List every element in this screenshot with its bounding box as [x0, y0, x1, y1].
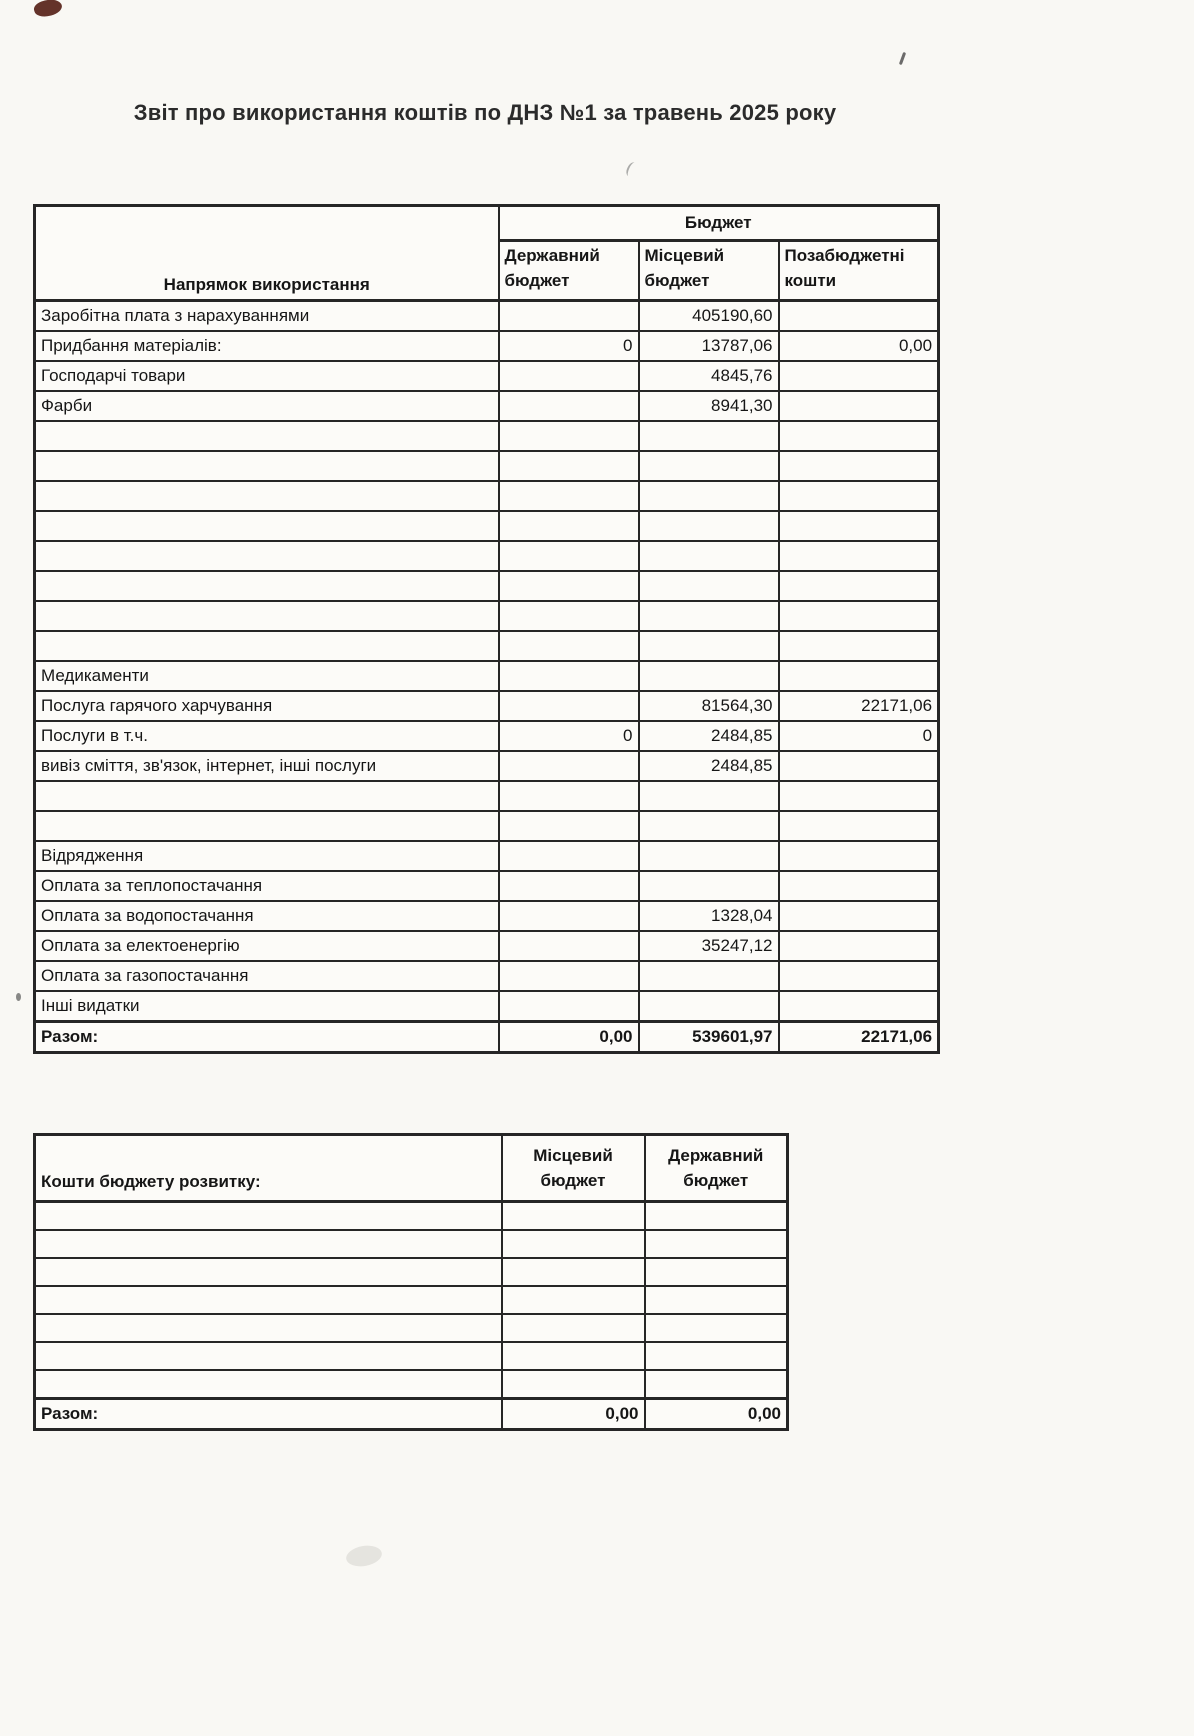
row-label: Медикаменти	[35, 661, 499, 691]
state-budget-value	[499, 571, 639, 601]
row-label: Оплата за водопостачання	[35, 901, 499, 931]
state-budget-value	[499, 601, 639, 631]
state-budget-value	[499, 751, 639, 781]
local-budget-column-header: Місцевий бюджет	[639, 241, 779, 301]
local-budget-column-header: Місцевий бюджет	[502, 1135, 645, 1202]
row-label: Разом:	[35, 1399, 502, 1430]
scan-artifact-tick	[899, 52, 906, 65]
row-label: Придбання матеріалів:	[35, 331, 499, 361]
table-row	[35, 451, 939, 481]
state-budget-value	[499, 781, 639, 811]
local-budget-value	[639, 661, 779, 691]
table-row	[35, 421, 939, 451]
local-budget-value	[639, 811, 779, 841]
local-budget-value: 0,00	[502, 1399, 645, 1430]
row-label: Інші видатки	[35, 991, 499, 1022]
extra-budget-value	[779, 781, 939, 811]
row-label: Разом:	[35, 1022, 499, 1053]
development-funds-header-cell: Кошти бюджету розвитку:	[35, 1135, 502, 1202]
row-label	[35, 1230, 502, 1258]
row-label	[35, 541, 499, 571]
extra-budget-value	[779, 991, 939, 1022]
extra-budget-value	[779, 601, 939, 631]
row-label: Відрядження	[35, 841, 499, 871]
local-budget-value	[639, 511, 779, 541]
local-budget-value: 35247,12	[639, 931, 779, 961]
table-row	[35, 1342, 788, 1370]
row-label	[35, 601, 499, 631]
extra-budget-value	[779, 481, 939, 511]
row-label	[35, 481, 499, 511]
local-budget-value	[639, 871, 779, 901]
row-label: Заробітна плата з нарахуваннями	[35, 301, 499, 332]
row-label: вивіз сміття, зв'язок, інтернет, інші послуги	[35, 751, 499, 781]
local-budget-value	[639, 541, 779, 571]
extra-budget-value: 0,00	[779, 331, 939, 361]
row-label	[35, 1370, 502, 1399]
extra-budget-value	[779, 421, 939, 451]
local-budget-value	[639, 451, 779, 481]
state-budget-value	[499, 511, 639, 541]
extra-budget-value	[779, 631, 939, 661]
table-row	[35, 1399, 788, 1430]
table-row	[35, 391, 939, 421]
row-label	[35, 451, 499, 481]
extra-budget-value	[779, 901, 939, 931]
state-budget-value	[499, 631, 639, 661]
row-label: Послуги в т.ч.	[35, 721, 499, 751]
table-row	[35, 1370, 788, 1399]
row-label	[35, 781, 499, 811]
scan-artifact-corner-mark	[32, 0, 63, 19]
table-row	[35, 541, 939, 571]
state-budget-value	[499, 301, 639, 332]
row-label	[35, 631, 499, 661]
state-budget-value	[499, 811, 639, 841]
state-budget-value	[645, 1230, 788, 1258]
local-budget-value	[502, 1202, 645, 1231]
local-budget-value: 4845,76	[639, 361, 779, 391]
state-budget-value	[499, 901, 639, 931]
extra-budget-value	[779, 451, 939, 481]
state-budget-value	[499, 931, 639, 961]
row-label: Послуга гарячого харчування	[35, 691, 499, 721]
state-budget-value	[499, 391, 639, 421]
state-budget-value	[499, 961, 639, 991]
table-row	[35, 1286, 788, 1314]
extra-budget-value	[779, 511, 939, 541]
table-row	[35, 661, 939, 691]
row-label: Фарби	[35, 391, 499, 421]
local-budget-value	[502, 1286, 645, 1314]
table-row	[35, 601, 939, 631]
table-row	[35, 571, 939, 601]
state-budget-value	[645, 1342, 788, 1370]
row-label: Оплата за газопостачання	[35, 961, 499, 991]
row-label	[35, 571, 499, 601]
state-budget-value: 0,00	[499, 1022, 639, 1053]
extra-budget-value	[779, 871, 939, 901]
state-budget-column-header: Державний бюджет	[645, 1135, 788, 1202]
extra-budget-value: 0	[779, 721, 939, 751]
row-label	[35, 1314, 502, 1342]
dev-table-body	[35, 1202, 788, 1430]
extra-budget-value	[779, 751, 939, 781]
state-budget-value	[499, 691, 639, 721]
table-row	[35, 901, 939, 931]
local-budget-value	[639, 421, 779, 451]
main-table-body	[35, 301, 939, 1053]
state-budget-value	[499, 661, 639, 691]
extra-budget-value	[779, 541, 939, 571]
state-budget-value	[499, 541, 639, 571]
table-row	[35, 481, 939, 511]
row-label	[35, 421, 499, 451]
table-row	[35, 511, 939, 541]
state-budget-value	[645, 1202, 788, 1231]
page-title: Звіт про використання коштів по ДНЗ №1 за травень 2025 року	[133, 100, 837, 125]
extra-budget-value: 22171,06	[779, 1022, 939, 1053]
local-budget-value	[639, 961, 779, 991]
local-budget-value: 81564,30	[639, 691, 779, 721]
row-label	[35, 1258, 502, 1286]
table-row	[35, 1230, 788, 1258]
extra-budget-value	[779, 931, 939, 961]
state-budget-value	[499, 991, 639, 1022]
row-label	[35, 1202, 502, 1231]
row-label	[35, 811, 499, 841]
extra-budget-value	[779, 661, 939, 691]
row-label: Господарчі товари	[35, 361, 499, 391]
state-budget-value	[645, 1370, 788, 1399]
state-budget-value	[499, 481, 639, 511]
table-row	[35, 1202, 788, 1231]
table-row	[35, 961, 939, 991]
scan-artifact-dot	[16, 993, 21, 1001]
state-budget-value	[645, 1286, 788, 1314]
local-budget-value: 2484,85	[639, 751, 779, 781]
row-label	[35, 1286, 502, 1314]
local-budget-value	[502, 1258, 645, 1286]
table-row	[35, 301, 939, 332]
budget-header-cell: Бюджет	[499, 206, 939, 241]
table-row	[35, 721, 939, 751]
row-label	[35, 511, 499, 541]
extra-budget-value	[779, 961, 939, 991]
row-label: Оплата за електоенергію	[35, 931, 499, 961]
table-row	[35, 871, 939, 901]
table-row	[35, 361, 939, 391]
main-budget-table	[33, 204, 940, 1054]
scan-artifact-smudge	[345, 1543, 384, 1569]
state-budget-value	[645, 1258, 788, 1286]
local-budget-value	[639, 781, 779, 811]
extra-budget-column-header: Позабюджетні кошти	[779, 241, 939, 301]
extra-budget-value	[779, 301, 939, 332]
local-budget-value	[639, 841, 779, 871]
state-budget-value	[499, 451, 639, 481]
local-budget-value	[502, 1342, 645, 1370]
local-budget-value	[502, 1230, 645, 1258]
local-budget-value: 8941,30	[639, 391, 779, 421]
development-budget-table	[33, 1133, 789, 1431]
table-row	[35, 691, 939, 721]
state-budget-column-header: Державний бюджет	[499, 241, 639, 301]
scan-artifact-squiggle	[624, 161, 638, 178]
local-budget-value: 13787,06	[639, 331, 779, 361]
direction-header-cell: Напрямок використання	[35, 206, 499, 301]
local-budget-value	[639, 571, 779, 601]
table-row	[35, 1258, 788, 1286]
state-budget-value: 0	[499, 331, 639, 361]
table-row	[35, 841, 939, 871]
table-row	[35, 781, 939, 811]
table-row	[35, 931, 939, 961]
table-row	[35, 751, 939, 781]
local-budget-value: 539601,97	[639, 1022, 779, 1053]
state-budget-value	[499, 841, 639, 871]
extra-budget-value: 22171,06	[779, 691, 939, 721]
extra-budget-value	[779, 841, 939, 871]
extra-budget-value	[779, 571, 939, 601]
state-budget-value: 0,00	[645, 1399, 788, 1430]
local-budget-value: 2484,85	[639, 721, 779, 751]
state-budget-value	[499, 871, 639, 901]
table-row	[35, 1022, 939, 1053]
row-label: Оплата за теплопостачання	[35, 871, 499, 901]
local-budget-value	[502, 1314, 645, 1342]
local-budget-value	[639, 601, 779, 631]
table-row	[35, 631, 939, 661]
local-budget-value	[639, 631, 779, 661]
local-budget-value: 405190,60	[639, 301, 779, 332]
extra-budget-value	[779, 391, 939, 421]
state-budget-value	[499, 421, 639, 451]
extra-budget-value	[779, 361, 939, 391]
local-budget-value	[639, 481, 779, 511]
state-budget-value	[645, 1314, 788, 1342]
table-row	[35, 991, 939, 1022]
state-budget-value: 0	[499, 721, 639, 751]
row-label	[35, 1342, 502, 1370]
local-budget-value: 1328,04	[639, 901, 779, 931]
table-row	[35, 1314, 788, 1342]
local-budget-value	[502, 1370, 645, 1399]
state-budget-value	[499, 361, 639, 391]
table-row	[35, 811, 939, 841]
table-row	[35, 331, 939, 361]
extra-budget-value	[779, 811, 939, 841]
local-budget-value	[639, 991, 779, 1022]
